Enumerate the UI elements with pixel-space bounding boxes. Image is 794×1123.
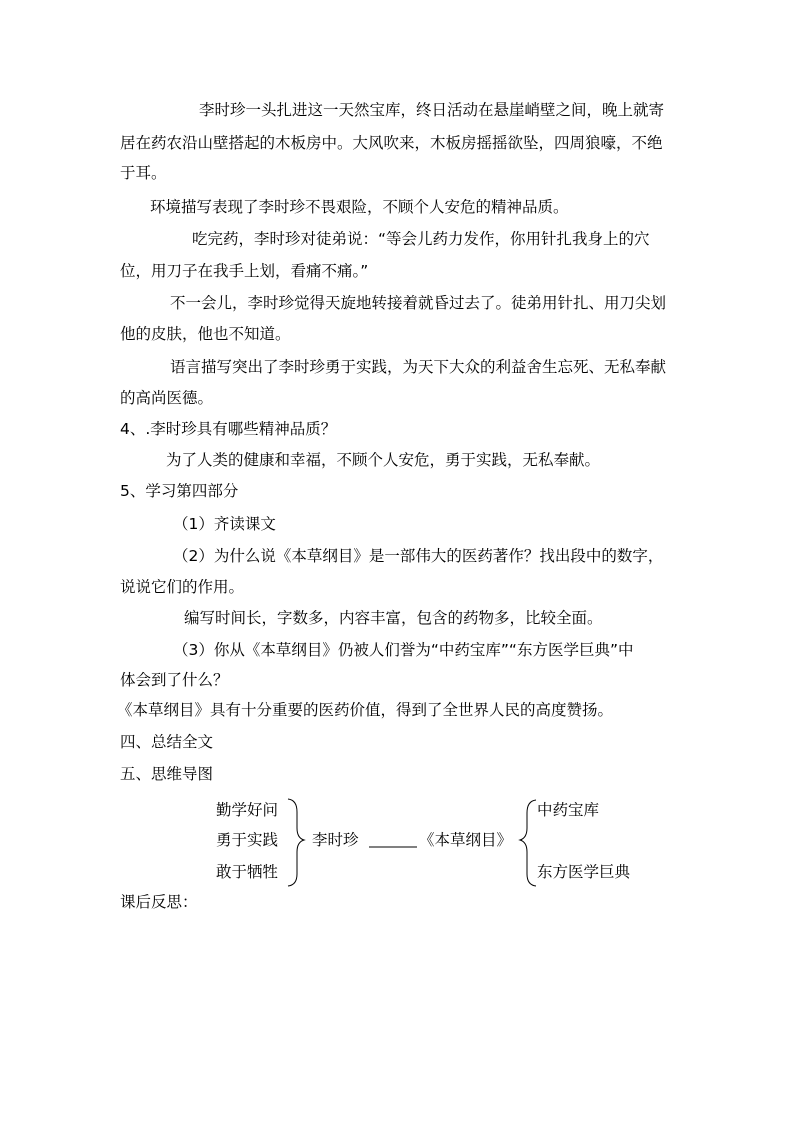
answer-5-2: 编写时间长，字数多，内容丰富，包含的药物多，比较全面。 bbox=[184, 609, 603, 627]
paragraph-line: 位，用刀子在我手上划，看痛不痛。” bbox=[120, 262, 369, 280]
paragraph-line: 语言描写突出了李时珍勇于实践，为天下大众的利益舍生忘死、无私奉献 bbox=[170, 358, 667, 376]
mindmap-book: 《本草纲目》 bbox=[419, 831, 513, 849]
section-5-item-2-cont: 说说它们的作用。 bbox=[120, 578, 245, 596]
after-class-reflection: 课后反思： bbox=[120, 893, 198, 911]
answer-4: 为了人类的健康和幸福，不顾个人安危，勇于实践，无私奉献。 bbox=[166, 451, 601, 469]
paragraph-line: 他的皮肤，他也不知道。 bbox=[120, 325, 291, 343]
section-5-item-2: （2）为什么说《本草纲目》是一部伟大的医药著作？找出段中的数字， bbox=[173, 547, 664, 565]
mindmap-right-item-1: 中药宝库 bbox=[537, 801, 600, 819]
section-4-heading: 四、总结全文 bbox=[120, 733, 214, 751]
mindmap-right-item-2: 东方医学巨典 bbox=[537, 863, 631, 881]
mindmap-left-item-3: 敢于牺牲 bbox=[216, 863, 279, 881]
section-5-item-1: （1）齐读课文 bbox=[173, 515, 276, 533]
question-4: 4、.李时珍具有哪些精神品质？ bbox=[120, 420, 337, 438]
section-5-item-3: （3）你从《本草纲目》仍被人们誉为“中药宝库”“东方医学巨典”中 bbox=[173, 641, 634, 659]
paragraph-line: 于耳。 bbox=[120, 164, 167, 182]
paragraph-line: 居在药农沿山壁搭起的木板房中。大风吹来，木板房摇摇欲坠，四周狼嚎，不绝 bbox=[120, 134, 663, 152]
paragraph-line: 的高尚医德。 bbox=[120, 389, 214, 407]
paragraph-line: 环境描写表现了李时珍不畏艰险，不顾个人安危的精神品质。 bbox=[150, 198, 569, 216]
left-brace bbox=[288, 799, 304, 886]
paragraph-line: 吃完药，李时珍对徒弟说：“等会儿药力发作，你用针扎我身上的穴 bbox=[192, 230, 650, 248]
mindmap-left-item-2: 勇于实践 bbox=[216, 831, 279, 849]
section-5-item-3-cont: 体会到了什么？ bbox=[120, 671, 229, 689]
section-5-mindmap-heading: 五、思维导图 bbox=[120, 765, 214, 783]
right-brace bbox=[520, 800, 536, 886]
mindmap-center: 李时珍 bbox=[312, 831, 359, 849]
answer-5-3: 《本草纲目》具有十分重要的医药价值，得到了全世界人民的高度赞扬。 bbox=[117, 701, 614, 719]
mindmap-left-item-1: 勤学好问 bbox=[216, 801, 279, 819]
paragraph-line: 不一会儿，李时珍觉得天旋地转接着就昏过去了。徒弟用针扎、用刀尖划 bbox=[170, 294, 667, 312]
paragraph-line: 李时珍一头扎进这一天然宝库，终日活动在悬崖峭壁之间，晚上就寄 bbox=[199, 101, 665, 119]
section-5-heading: 5、学习第四部分 bbox=[120, 482, 239, 500]
